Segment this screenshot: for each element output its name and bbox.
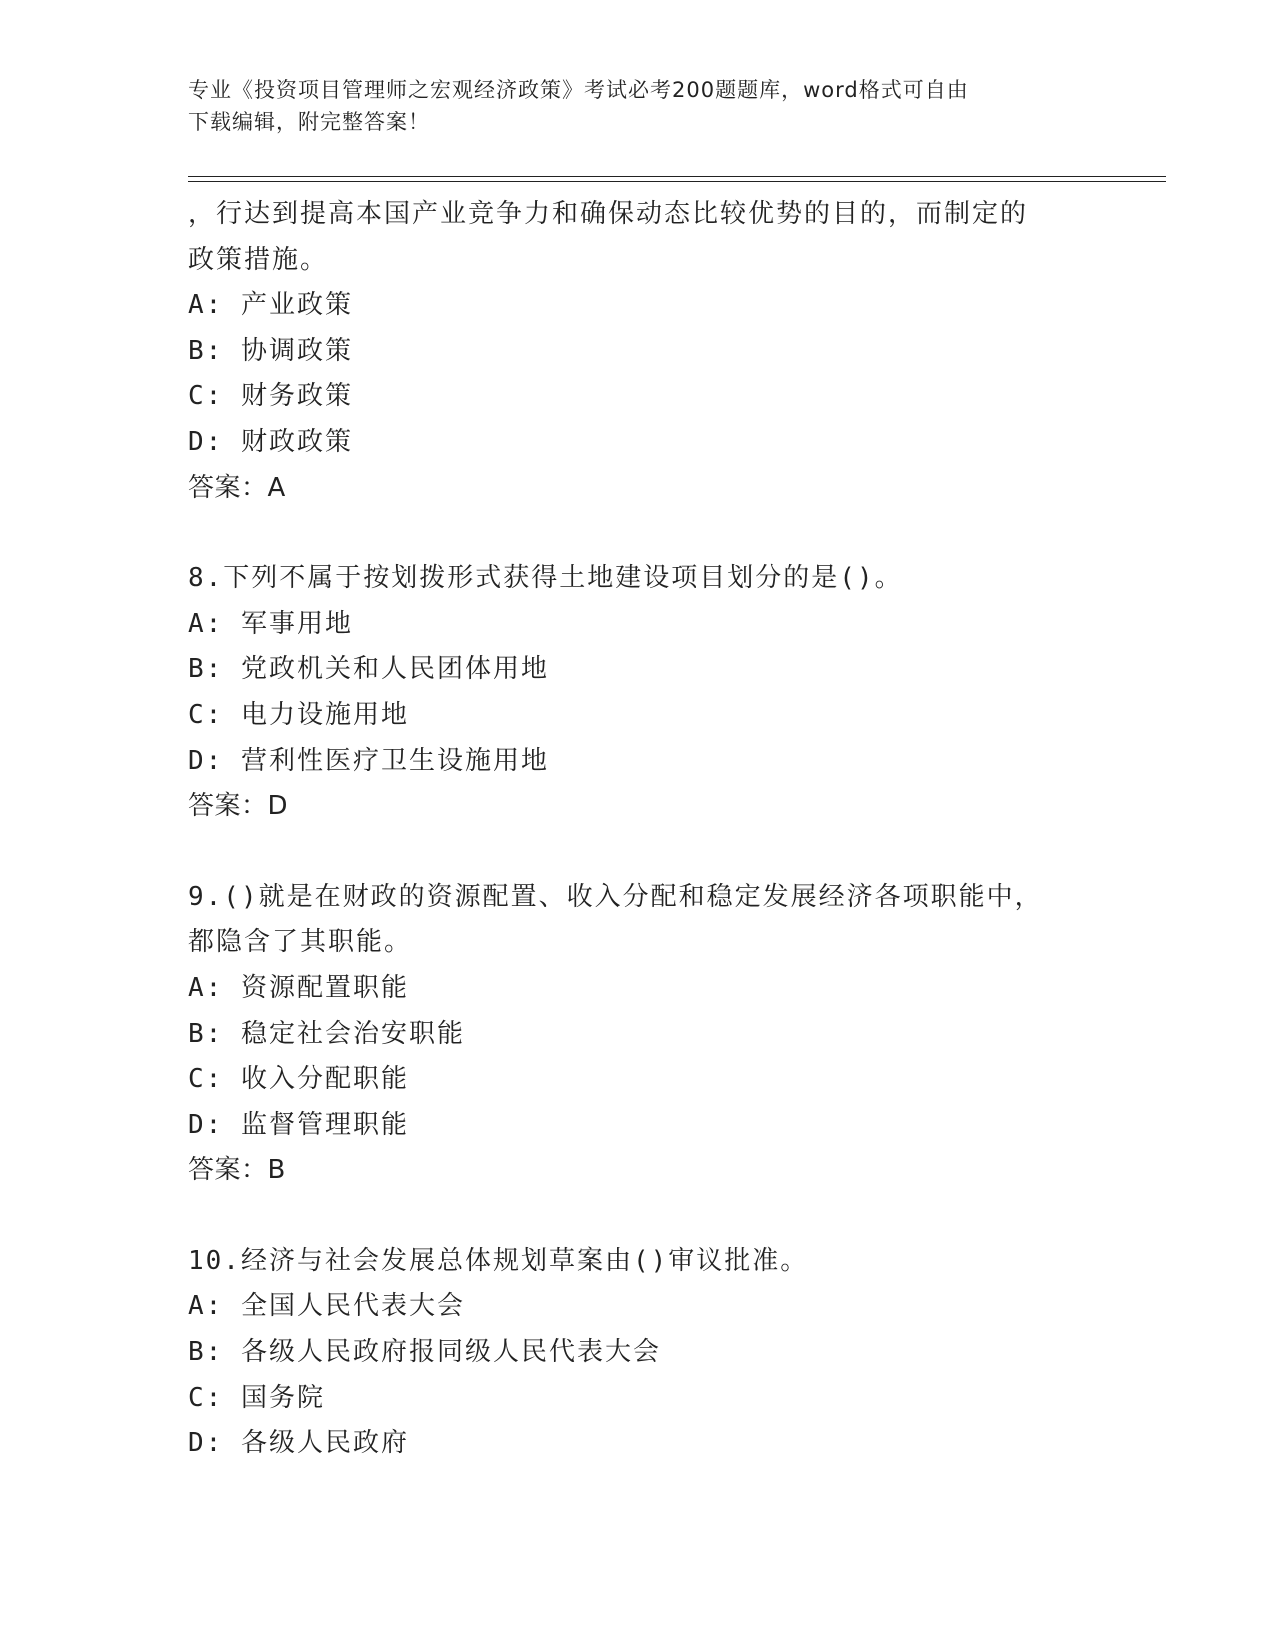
- option-b: B: 稳定社会治安职能: [188, 1018, 465, 1049]
- option-c: C: 国务院: [188, 1382, 325, 1413]
- question-10: [188, 1239, 1088, 1467]
- question-text: 8.下列不属于按划拨形式获得土地建设项目划分的是()。: [188, 563, 903, 594]
- question-text: 政策措施。: [188, 244, 329, 275]
- question-7: [188, 192, 1088, 511]
- option-d: D: 各级人民政府: [188, 1428, 409, 1459]
- question-text: ，行达到提高本国产业竞争力和确保动态比较优势的目的，而制定的: [188, 199, 1029, 229]
- option-c: C: 收入分配职能: [188, 1064, 409, 1095]
- header-divider-bottom: [188, 181, 1166, 182]
- question-8: [188, 556, 1088, 830]
- option-d: D: 监督管理职能: [188, 1109, 409, 1140]
- option-b: B: 各级人民政府报同级人民代表大会: [188, 1337, 661, 1368]
- option-c: C: 财务政策: [188, 381, 353, 412]
- spacer: [188, 511, 1088, 556]
- answer: 答案：B: [188, 1155, 286, 1186]
- question-list: [188, 192, 1088, 1467]
- answer: 答案：A: [188, 472, 286, 503]
- option-d: D: 营利性医疗卫生设施用地: [188, 745, 549, 776]
- question-text: 9.()就是在财政的资源配置、收入分配和稳定发展经济各项职能中，: [188, 881, 1043, 912]
- header-line-2: 下载编辑，附完整答案！: [188, 110, 430, 134]
- header-line-1: 专业《投资项目管理师之宏观经济政策》考试必考200题题库，word格式可自由: [188, 78, 969, 102]
- option-b: B: 党政机关和人民团体用地: [188, 654, 549, 685]
- answer: 答案：D: [188, 791, 289, 822]
- option-a: A: 军事用地: [188, 608, 353, 639]
- option-a: A: 资源配置职能: [188, 972, 409, 1003]
- option-d: D: 财政政策: [188, 426, 353, 457]
- option-b: B: 协调政策: [188, 335, 353, 366]
- header-divider-top: [188, 176, 1166, 177]
- question-text: 10.经济与社会发展总体规划草案由()审议批准。: [188, 1245, 809, 1276]
- document-header: [188, 74, 1088, 138]
- question-text: 都隐含了其职能。: [188, 927, 413, 958]
- spacer: [188, 830, 1088, 875]
- option-a: A: 产业政策: [188, 290, 353, 321]
- spacer: [188, 1194, 1088, 1239]
- option-a: A: 全国人民代表大会: [188, 1291, 465, 1322]
- option-c: C: 电力设施用地: [188, 699, 409, 730]
- question-9: [188, 875, 1088, 1194]
